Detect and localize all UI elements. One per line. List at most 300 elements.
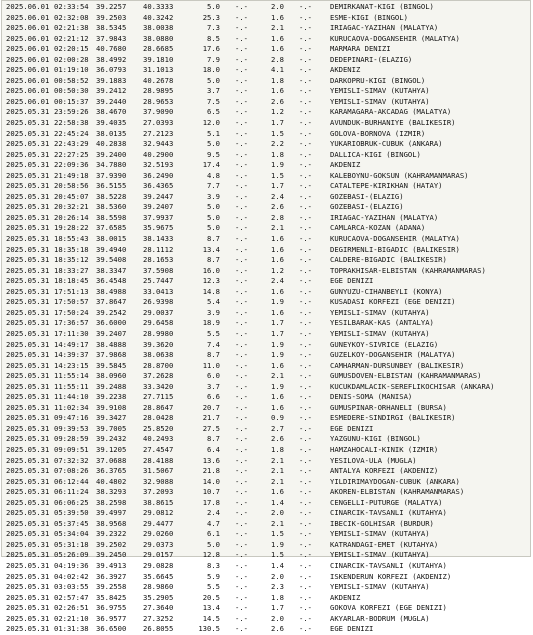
- event-time: 05:26:09: [54, 550, 89, 560]
- event-time: 04:02:42: [54, 571, 89, 581]
- event-date: 2025.06.01: [6, 23, 50, 33]
- event-longitude: 38.0880: [143, 33, 174, 43]
- event-depth: 7.5: [207, 96, 220, 106]
- event-mw: -.-: [299, 571, 312, 581]
- event-ml: 1.6: [271, 255, 284, 265]
- event-location: GUMUSDOVEN-ELBISTAN (KAHRAMANMARAS): [330, 371, 482, 381]
- event-location: GOLOVA-BORNOVA (IZMIR): [330, 128, 426, 138]
- event-ml: 2.1: [271, 371, 284, 381]
- event-date: 2025.05.31: [6, 518, 50, 528]
- event-md: -.-: [235, 434, 248, 444]
- event-mw: -.-: [299, 350, 312, 360]
- event-depth: 18.9: [202, 318, 220, 328]
- event-latitude: 39.5408: [96, 255, 127, 265]
- event-depth: 4.7: [207, 518, 220, 528]
- event-ml: 1.6: [271, 234, 284, 244]
- event-mw: -.-: [299, 223, 312, 233]
- event-longitude: 38.0038: [143, 23, 174, 33]
- event-time: 18:35:12: [54, 255, 89, 265]
- event-latitude: 37.8647: [96, 297, 127, 307]
- event-md: -.-: [235, 318, 248, 328]
- event-location: KUSADASI KORFEZI (EGE DENIZI): [330, 297, 456, 307]
- event-location: KUCUKDAMLACIK-SEREFLIKOCHISAR (ANKARA): [330, 381, 495, 391]
- event-time: 11:44:10: [54, 392, 89, 402]
- event-date: 2025.05.31: [6, 276, 50, 286]
- event-depth: 17.4: [202, 160, 220, 170]
- event-date: 2025.05.31: [6, 592, 50, 602]
- event-time: 05:34:04: [54, 529, 89, 539]
- event-md: -.-: [235, 118, 248, 128]
- event-md: -.-: [235, 128, 248, 138]
- event-mw: -.-: [299, 413, 312, 423]
- event-depth: 5.0: [207, 223, 220, 233]
- event-ml: 1.6: [271, 402, 284, 412]
- event-latitude: 36.4548: [96, 276, 127, 286]
- event-date: 2025.06.01: [6, 44, 50, 54]
- event-location: IRIAGAC-YAZIHAN (MALATYA): [330, 23, 439, 33]
- event-longitude: 27.7115: [143, 392, 174, 402]
- event-depth: 5.9: [207, 571, 220, 581]
- event-ml: 4.1: [271, 65, 284, 75]
- event-ml: 1.9: [271, 350, 284, 360]
- event-date: 2025.05.31: [6, 318, 50, 328]
- event-time: 20:45:07: [54, 191, 89, 201]
- event-time: 02:33:54: [54, 2, 89, 11]
- event-longitude: 40.2493: [143, 434, 174, 444]
- event-md: -.-: [235, 255, 248, 265]
- event-longitude: 29.0260: [143, 529, 174, 539]
- event-time: 17:36:57: [54, 318, 89, 328]
- event-depth: 12.8: [202, 550, 220, 560]
- event-time: 02:21:12: [54, 33, 89, 43]
- event-latitude: 37.0688: [96, 455, 127, 465]
- event-latitude: 38.0015: [96, 234, 127, 244]
- event-mw: -.-: [299, 160, 312, 170]
- event-depth: 3.9: [207, 191, 220, 201]
- event-latitude: 39.2432: [96, 434, 127, 444]
- event-latitude: 38.3293: [96, 487, 127, 497]
- event-time: 20:26:14: [54, 212, 89, 222]
- event-time: 18:55:43: [54, 234, 89, 244]
- event-location: DEGIRMENLI-BIGADIC (BALIKESIR): [330, 244, 460, 254]
- event-date: 2025.05.31: [6, 170, 50, 180]
- event-latitude: 39.2322: [96, 529, 127, 539]
- event-ml: 1.2: [271, 107, 284, 117]
- event-depth: 12.3: [202, 276, 220, 286]
- event-time: 17:51:13: [54, 286, 89, 296]
- event-depth: 6.1: [207, 529, 220, 539]
- event-md: -.-: [235, 265, 248, 275]
- event-location: IBECIK-GOLHISAR (BURDUR): [330, 518, 434, 528]
- event-date: 2025.06.01: [6, 2, 50, 11]
- event-depth: 20.5: [202, 592, 220, 602]
- event-mw: -.-: [299, 539, 312, 549]
- event-longitude: 29.0812: [143, 508, 174, 518]
- event-time: 02:20:15: [54, 44, 89, 54]
- event-latitude: 39.1205: [96, 444, 127, 454]
- event-longitude: 38.1433: [143, 234, 174, 244]
- event-md: -.-: [235, 613, 248, 623]
- event-time: 22:58:38: [54, 118, 89, 128]
- event-latitude: 36.3927: [96, 571, 127, 581]
- event-longitude: 39.3620: [143, 339, 174, 349]
- event-ml: 1.6: [271, 244, 284, 254]
- event-latitude: 37.6585: [96, 223, 127, 233]
- event-depth: 21.8: [202, 466, 220, 476]
- event-mw: -.-: [299, 402, 312, 412]
- event-date: 2025.05.31: [6, 128, 50, 138]
- event-date: 2025.06.01: [6, 86, 50, 96]
- event-date: 2025.05.31: [6, 350, 50, 360]
- event-longitude: 33.3420: [143, 381, 174, 391]
- event-md: -.-: [235, 2, 248, 11]
- event-ml: 1.9: [271, 539, 284, 549]
- event-depth: 5.4: [207, 297, 220, 307]
- event-mw: -.-: [299, 508, 312, 518]
- event-ml: 1.6: [271, 392, 284, 402]
- event-longitude: 35.9675: [143, 223, 174, 233]
- event-md: -.-: [235, 539, 248, 549]
- event-longitude: 40.3333: [143, 2, 174, 11]
- event-date: 2025.05.31: [6, 624, 50, 634]
- event-mw: -.-: [299, 603, 312, 613]
- event-longitude: 27.4547: [143, 444, 174, 454]
- event-time: 02:57:47: [54, 592, 89, 602]
- event-depth: 8.7: [207, 350, 220, 360]
- event-longitude: 39.1810: [143, 54, 174, 64]
- event-latitude: 39.1883: [96, 75, 127, 85]
- event-location: DARKOPRU-KIGI (BINGOL): [330, 75, 426, 85]
- event-longitude: 28.0428: [143, 413, 174, 423]
- event-depth: 11.0: [202, 360, 220, 370]
- event-ml: 1.4: [271, 497, 284, 507]
- event-md: -.-: [235, 33, 248, 43]
- event-date: 2025.05.31: [6, 149, 50, 159]
- event-md: -.-: [235, 550, 248, 560]
- event-depth: 5.1: [207, 128, 220, 138]
- event-depth: 13.6: [202, 455, 220, 465]
- event-ml: 1.5: [271, 170, 284, 180]
- event-ml: 2.4: [271, 276, 284, 286]
- event-depth: 27.5: [202, 423, 220, 433]
- event-ml: 2.2: [271, 139, 284, 149]
- event-mw: -.-: [299, 434, 312, 444]
- event-longitude: 29.0828: [143, 560, 174, 570]
- event-mw: -.-: [299, 191, 312, 201]
- event-date: 2025.05.31: [6, 223, 50, 233]
- event-latitude: 38.0135: [96, 128, 127, 138]
- event-location: ESME-KIGI (BINGOL): [330, 12, 408, 22]
- event-location: YEMISLI-SIMAV (KUTAHYA): [330, 328, 430, 338]
- event-longitude: 29.0373: [143, 539, 174, 549]
- event-ml: 2.6: [271, 624, 284, 634]
- event-longitude: 31.5067: [143, 466, 174, 476]
- event-location: GOZEBASI-(ELAZIG): [330, 202, 404, 212]
- event-location: YEMISLI-SIMAV (KUTAHYA): [330, 96, 430, 106]
- event-md: -.-: [235, 212, 248, 222]
- event-md: -.-: [235, 413, 248, 423]
- event-latitude: 40.4802: [96, 476, 127, 486]
- event-location: CINARCIK-TAVSANLI (KUTAHYA): [330, 560, 447, 570]
- event-longitude: 39.2447: [143, 191, 174, 201]
- event-longitude: 28.1112: [143, 244, 174, 254]
- event-time: 02:32:08: [54, 12, 89, 22]
- event-md: -.-: [235, 297, 248, 307]
- event-ml: 1.5: [271, 128, 284, 138]
- event-date: 2025.05.31: [6, 402, 50, 412]
- event-date: 2025.05.31: [6, 202, 50, 212]
- event-depth: 5.0: [207, 139, 220, 149]
- event-longitude: 28.9980: [143, 328, 174, 338]
- event-location: YILDIRIMAYDOGAN-CUBUK (ANKARA): [330, 476, 460, 486]
- event-date: 2025.05.31: [6, 413, 50, 423]
- event-longitude: 37.2093: [143, 487, 174, 497]
- event-latitude: 39.3427: [96, 413, 127, 423]
- event-location: GUNYUZU-CIHANBEYLI (KONYA): [330, 286, 443, 296]
- event-longitude: 32.5193: [143, 160, 174, 170]
- event-time: 22:27:25: [54, 149, 89, 159]
- event-time: 07:32:32: [54, 455, 89, 465]
- event-date: 2025.05.31: [6, 255, 50, 265]
- event-location: IRIAGAC-YAZIHAN (MALATYA): [330, 212, 439, 222]
- event-depth: 6.6: [207, 392, 220, 402]
- event-depth: 6.4: [207, 444, 220, 454]
- event-md: -.-: [235, 54, 248, 64]
- event-latitude: 38.0960: [96, 371, 127, 381]
- event-date: 2025.05.31: [6, 107, 50, 117]
- event-location: AKDENIZ: [330, 160, 361, 170]
- event-ml: 1.6: [271, 307, 284, 317]
- event-ml: 2.0: [271, 613, 284, 623]
- event-depth: 20.7: [202, 402, 220, 412]
- event-md: -.-: [235, 360, 248, 370]
- event-latitude: 38.5228: [96, 191, 127, 201]
- event-longitude: 31.1013: [143, 65, 174, 75]
- event-latitude: 38.4888: [96, 339, 127, 349]
- event-latitude: 37.9843: [96, 33, 127, 43]
- event-md: -.-: [235, 444, 248, 454]
- event-longitude: 28.9860: [143, 582, 174, 592]
- event-location: DENIS-SOMA (MANISA): [330, 392, 413, 402]
- event-latitude: 37.9390: [96, 170, 127, 180]
- event-date: 2025.05.31: [6, 286, 50, 296]
- event-location: YEMISLI-SIMAV (KUTAHYA): [330, 86, 430, 96]
- event-longitude: 36.4365: [143, 181, 174, 191]
- event-depth: 16.0: [202, 265, 220, 275]
- event-md: -.-: [235, 571, 248, 581]
- event-md: -.-: [235, 44, 248, 54]
- event-mw: -.-: [299, 529, 312, 539]
- event-ml: 1.9: [271, 339, 284, 349]
- event-latitude: 38.4988: [96, 286, 127, 296]
- event-longitude: 28.6685: [143, 44, 174, 54]
- event-ml: 2.1: [271, 223, 284, 233]
- event-location: ANTALYA KORFEZI (AKDENIZ): [330, 466, 439, 476]
- event-md: -.-: [235, 423, 248, 433]
- event-longitude: 32.9088: [143, 476, 174, 486]
- event-time: 00:50:30: [54, 86, 89, 96]
- event-time: 21:49:18: [54, 170, 89, 180]
- event-date: 2025.05.31: [6, 487, 50, 497]
- event-location: AKDENIZ: [330, 592, 361, 602]
- event-time: 19:28:22: [54, 223, 89, 233]
- event-location: CALDERE-BIGADIC (BALIKESIR): [330, 255, 447, 265]
- event-latitude: 39.2503: [96, 12, 127, 22]
- event-md: -.-: [235, 86, 248, 96]
- event-date: 2025.05.31: [6, 392, 50, 402]
- event-ml: 1.6: [271, 12, 284, 22]
- event-depth: 5.0: [207, 539, 220, 549]
- event-location: AKDENIZ: [330, 65, 361, 75]
- event-md: -.-: [235, 592, 248, 602]
- event-ml: 2.8: [271, 54, 284, 64]
- event-depth: 3.7: [207, 381, 220, 391]
- event-longitude: 28.8647: [143, 402, 174, 412]
- event-location: CENGELLI-PUTURGE (MALATYA): [330, 497, 443, 507]
- event-time: 17:11:30: [54, 328, 89, 338]
- event-time: 09:28:59: [54, 434, 89, 444]
- event-latitude: 37.9868: [96, 350, 127, 360]
- event-ml: 1.9: [271, 160, 284, 170]
- event-time: 04:19:36: [54, 560, 89, 570]
- event-md: -.-: [235, 497, 248, 507]
- event-date: 2025.05.31: [6, 381, 50, 391]
- event-depth: 130.5: [198, 624, 220, 634]
- event-mw: -.-: [299, 550, 312, 560]
- event-longitude: 39.2407: [143, 202, 174, 212]
- event-depth: 12.0: [202, 118, 220, 128]
- event-location: YESILBARAK-KAS (ANTALYA): [330, 318, 434, 328]
- event-ml: 1.7: [271, 181, 284, 191]
- event-date: 2025.06.01: [6, 54, 50, 64]
- event-mw: -.-: [299, 255, 312, 265]
- event-mw: -.-: [299, 307, 312, 317]
- event-ml: 0.9: [271, 413, 284, 423]
- event-date: 2025.05.31: [6, 360, 50, 370]
- event-ml: 1.8: [271, 444, 284, 454]
- event-location: DALLICA-KIGI (BINGOL): [330, 149, 421, 159]
- event-mw: -.-: [299, 107, 312, 117]
- event-ml: 2.3: [271, 582, 284, 592]
- event-md: -.-: [235, 466, 248, 476]
- event-mw: -.-: [299, 476, 312, 486]
- event-time: 02:26:51: [54, 603, 89, 613]
- event-latitude: 39.2412: [96, 86, 127, 96]
- event-latitude: 38.4670: [96, 107, 127, 117]
- event-longitude: 38.8615: [143, 497, 174, 507]
- event-depth: 5.0: [207, 212, 220, 222]
- event-md: -.-: [235, 96, 248, 106]
- event-latitude: 40.7680: [96, 44, 127, 54]
- event-md: -.-: [235, 371, 248, 381]
- event-date: 2025.05.31: [6, 444, 50, 454]
- event-ml: 2.1: [271, 476, 284, 486]
- event-latitude: 39.2407: [96, 328, 127, 338]
- event-time: 14:23:15: [54, 360, 89, 370]
- event-md: -.-: [235, 476, 248, 486]
- event-md: -.-: [235, 392, 248, 402]
- event-latitude: 39.2558: [96, 582, 127, 592]
- event-ml: 1.6: [271, 286, 284, 296]
- event-latitude: 39.4913: [96, 560, 127, 570]
- event-time: 06:11:24: [54, 487, 89, 497]
- event-ml: 1.7: [271, 328, 284, 338]
- event-date: 2025.05.31: [6, 529, 50, 539]
- event-depth: 2.4: [207, 508, 220, 518]
- event-mw: -.-: [299, 560, 312, 570]
- event-longitude: 28.9653: [143, 96, 174, 106]
- event-mw: -.-: [299, 286, 312, 296]
- event-date: 2025.05.31: [6, 234, 50, 244]
- event-md: -.-: [235, 139, 248, 149]
- event-latitude: 36.6500: [96, 624, 127, 634]
- event-time: 23:59:26: [54, 107, 89, 117]
- event-depth: 6.5: [207, 107, 220, 117]
- event-latitude: 38.4992: [96, 54, 127, 64]
- event-depth: 5.0: [207, 202, 220, 212]
- event-latitude: 36.6000: [96, 318, 127, 328]
- event-location: ISKENDERUN KORFEZI (AKDENIZ): [330, 571, 452, 581]
- event-latitude: 39.2238: [96, 392, 127, 402]
- event-mw: -.-: [299, 202, 312, 212]
- event-depth: 17.8: [202, 497, 220, 507]
- event-date: 2025.05.31: [6, 582, 50, 592]
- event-md: -.-: [235, 487, 248, 497]
- event-location: CAMHARMAN-DURSUNBEY (BALIKESIR): [330, 360, 465, 370]
- event-md: -.-: [235, 170, 248, 180]
- event-date: 2025.05.31: [6, 497, 50, 507]
- event-ml: 1.6: [271, 86, 284, 96]
- event-depth: 7.9: [207, 54, 220, 64]
- event-location: AKYARLAR-BODRUM (MUGLA): [330, 613, 430, 623]
- event-time: 18:35:18: [54, 244, 89, 254]
- event-mw: -.-: [299, 392, 312, 402]
- event-date: 2025.05.31: [6, 550, 50, 560]
- event-date: 2025.05.31: [6, 265, 50, 275]
- event-mw: -.-: [299, 466, 312, 476]
- event-location: KURUCAOVA-DOGANSEHIR (MALATYA): [330, 33, 460, 43]
- event-latitude: 39.2440: [96, 96, 127, 106]
- event-mw: -.-: [299, 86, 312, 96]
- event-latitude: 39.2488: [96, 381, 127, 391]
- event-ml: 2.6: [271, 202, 284, 212]
- event-md: -.-: [235, 624, 248, 634]
- event-mw: -.-: [299, 518, 312, 528]
- event-ml: 1.7: [271, 118, 284, 128]
- event-date: 2025.05.31: [6, 371, 50, 381]
- event-ml: 1.2: [271, 265, 284, 275]
- event-latitude: 34.7880: [96, 160, 127, 170]
- event-date: 2025.05.31: [6, 139, 50, 149]
- event-time: 17:50:57: [54, 297, 89, 307]
- event-time: 09:39:53: [54, 423, 89, 433]
- event-mw: -.-: [299, 297, 312, 307]
- event-ml: 2.4: [271, 191, 284, 201]
- event-date: 2025.06.01: [6, 12, 50, 22]
- event-mw: -.-: [299, 613, 312, 623]
- event-longitude: 36.2490: [143, 170, 174, 180]
- event-latitude: 39.5845: [96, 360, 127, 370]
- event-longitude: 37.9090: [143, 107, 174, 117]
- event-mw: -.-: [299, 128, 312, 138]
- event-depth: 14.0: [202, 476, 220, 486]
- event-longitude: 40.2678: [143, 75, 174, 85]
- event-location: MARMARA DENIZI: [330, 44, 391, 54]
- event-date: 2025.05.31: [6, 328, 50, 338]
- event-time: 03:03:55: [54, 582, 89, 592]
- earthquake-list-panel: [1, 0, 531, 634]
- event-date: 2025.05.31: [6, 476, 50, 486]
